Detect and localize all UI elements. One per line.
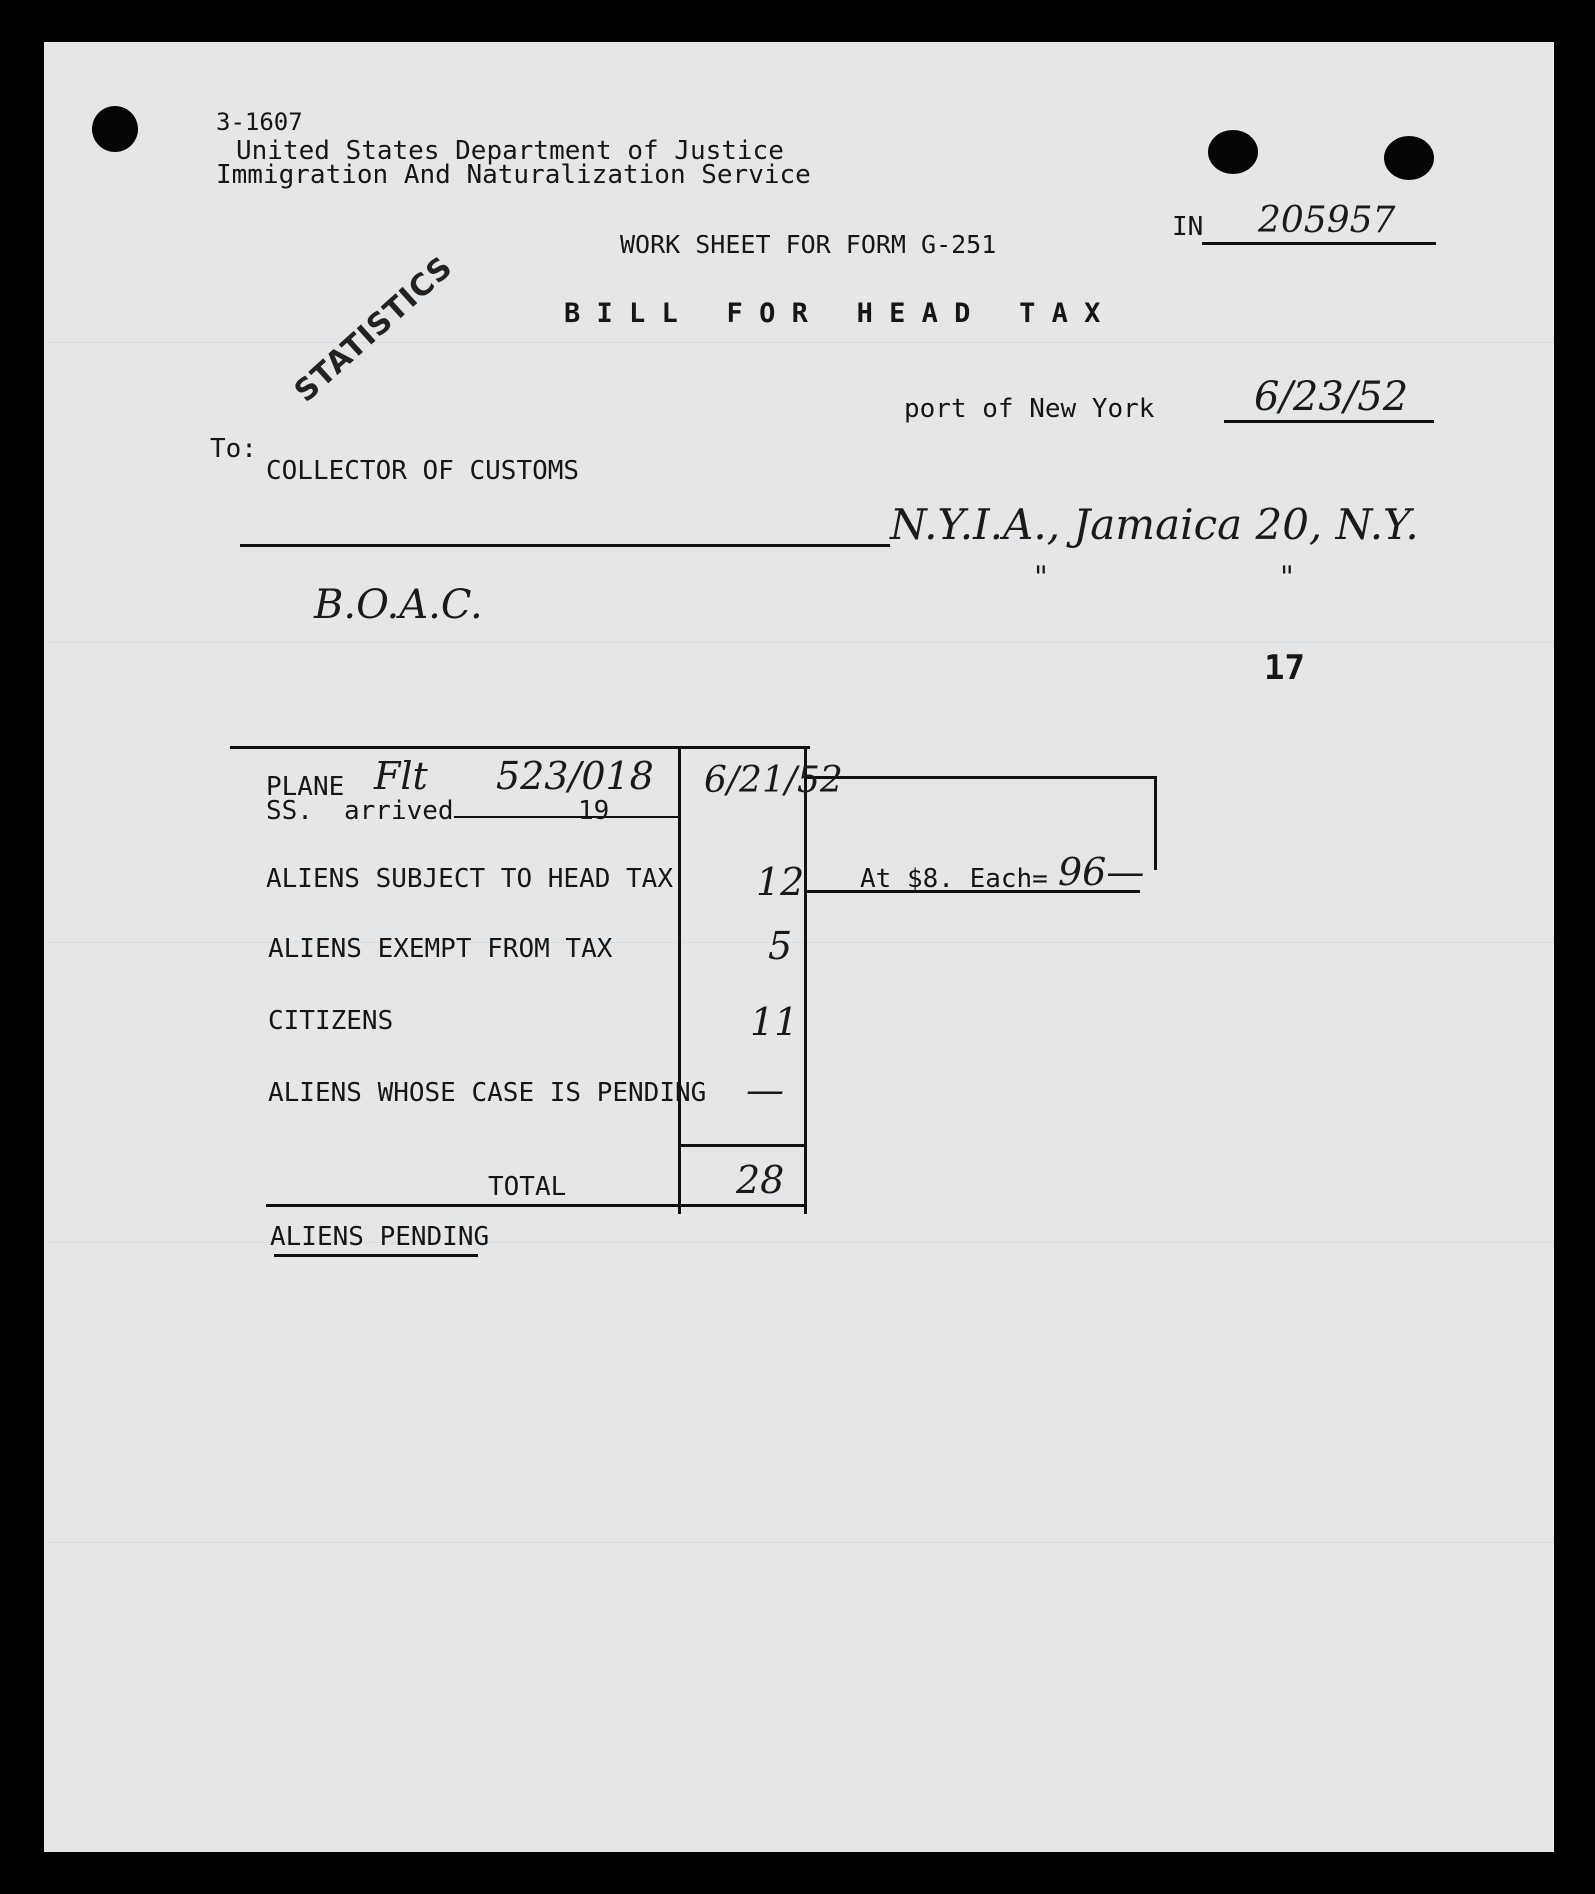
row-label-head-tax: ALIENS SUBJECT TO HEAD TAX <box>266 864 673 894</box>
table-top-line <box>230 746 810 749</box>
row-value-pending: — <box>746 1068 784 1112</box>
ditto-mark-2: " <box>1280 560 1294 595</box>
address-line <box>240 544 890 547</box>
plane-number: 523/018 <box>496 754 654 798</box>
rate-total: 96— <box>1058 850 1145 894</box>
to-label: To: <box>210 434 257 464</box>
aliens-pending-underline <box>274 1254 478 1257</box>
bill-title: B I L L F O R H E A D T A X <box>564 298 1101 329</box>
count-17: 17 <box>1264 648 1305 688</box>
agency-line-2: Immigration And Naturalization Service <box>216 160 811 190</box>
total-bottom-line <box>266 1204 806 1207</box>
form-number: 3-1607 <box>216 108 303 136</box>
aliens-pending-label: ALIENS PENDING <box>270 1222 490 1252</box>
year-label: 19 <box>578 796 610 826</box>
rate-box-right <box>1154 776 1157 870</box>
row-label-citizens: CITIZENS <box>268 1006 394 1036</box>
punch-hole-left <box>92 106 138 152</box>
arrived-label: arrived <box>344 796 454 826</box>
port-date-underline <box>1224 420 1434 423</box>
carrier-handwritten: B.O.A.C. <box>314 582 483 628</box>
statistics-stamp: STATISTICS <box>287 249 460 410</box>
total-label: TOTAL <box>488 1172 567 1202</box>
port-label: port of New York <box>904 394 1155 424</box>
row-value-head-tax: 12 <box>756 860 805 904</box>
punch-hole-right-1 <box>1208 130 1258 174</box>
row-value-citizens: 11 <box>750 1000 799 1044</box>
plane-label: PLANE <box>266 772 345 802</box>
rate-label: At $8. Each= <box>860 864 1048 894</box>
in-number: 205957 <box>1258 200 1396 241</box>
document-page <box>44 42 1554 1852</box>
arrival-date: 6/21/52 <box>704 760 843 801</box>
in-label: IN <box>1172 212 1204 242</box>
arrived-underline <box>454 816 680 818</box>
in-number-underline <box>1202 242 1436 245</box>
row-label-pending: ALIENS WHOSE CASE IS PENDING <box>268 1078 707 1108</box>
row-value-exempt: 5 <box>768 924 793 968</box>
rate-box-top <box>806 776 1156 779</box>
port-date: 6/23/52 <box>1254 374 1409 420</box>
agency-line-1: United States Department of Justice <box>236 136 784 166</box>
location-handwritten: N.Y.I.A., Jamaica 20, N.Y. <box>890 500 1419 549</box>
punch-hole-right-2 <box>1384 136 1434 180</box>
total-top-line <box>680 1144 806 1147</box>
row-label-exempt: ALIENS EXEMPT FROM TAX <box>268 934 613 964</box>
worksheet-title: WORK SHEET FOR FORM G-251 <box>620 230 997 259</box>
ss-label: SS. <box>266 796 313 826</box>
plane-flight: Flt <box>374 754 428 798</box>
ditto-mark-1: " <box>1034 560 1048 595</box>
total-value: 28 <box>736 1158 785 1202</box>
collector-label: COLLECTOR OF CUSTOMS <box>266 456 580 486</box>
